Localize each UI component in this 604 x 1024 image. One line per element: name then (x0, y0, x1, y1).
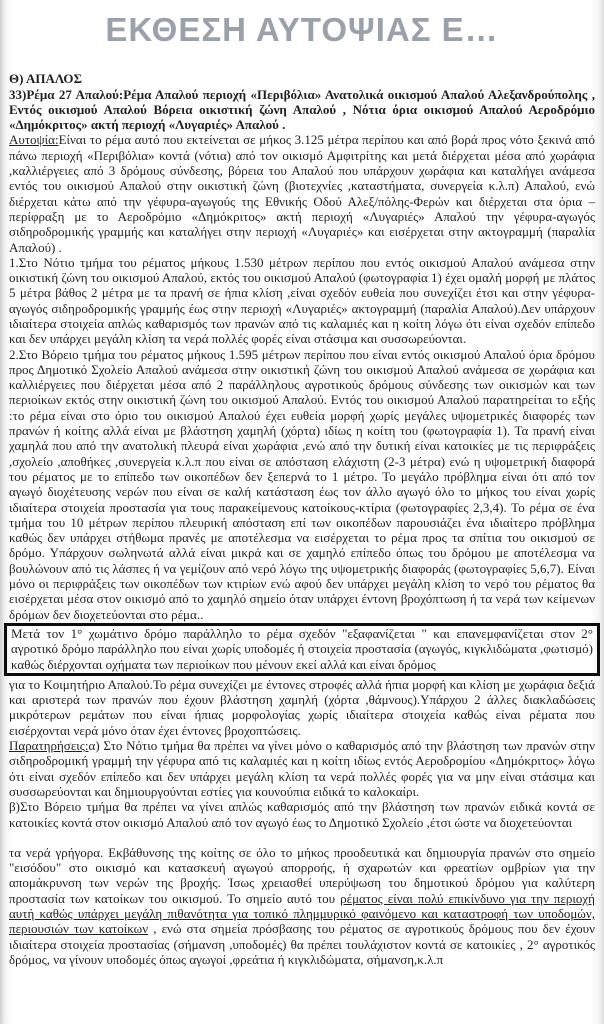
south-section-paragraph: 1.Στο Νότιο τμήμα του ρέματος μήκους 1.530 μέτρων περίπου που εντός οικισμού Απαλού ανάμεσα στην οικιστική ζώνη του οικισμού Απαλού, εκτός του οικισμού Απαλού (φωτογραφία 1) έχει ομαλή μορφή με πλάτος 5 μέτρα βάθος 2 μέτρα με τα πρανή σε ήπια κλίση ,είναι σχεδόν ευθεία που συνεχίζει έτσι και στην γέφυρα-αγωγός σιδηροδρομικής γραμμής έως στην περιοχή «Λυγαριές» ακτογραμμή (παραλία Απαλού).Δεν υπάρχουν ιδιαίτερα στοιχεία απλώς καθαρισμός των πρανών από τις καλαμιές και η κοίτη λόγω ότι είναι σχεδόν επίπεδο και δεν υπάρχει μεγάλη κλίση τα νερά πολλές φορές είναι στάσιμα και συσσωρεύονται. (9, 254, 595, 347)
boxed-note: Μετά τον 1° χωμάτινο δρόμο παράλληλο το ρέμα σχεδόν "εξαφανίζεται " και επανεμφανίζεται στον 2° αγροτικό δρόμο παράλληλο που είναι χωρίς υποδομές ή στοιχεία προστασία (αγωγός, κιγκλιδώματα ,φωτισμό) καθώς διέρχονται οχήματα των περιοίκων που μένουν εκεί αλλά και είναι δρόμος (4, 623, 600, 676)
autopsia-label: Αυτοψία: (9, 132, 59, 148)
observations-label: Παρατηρήσεις: (9, 738, 89, 754)
north-section-paragraph: 2.Στο Βόρειο τμήμα του ρέματος μήκους 1.595 μέτρων περίπου που είναι εντός οικισμού Απαλού όρια δρόμου προς Δημοτικό Σχολείο Απαλού ανάμεσα στην οικιστική ζώνη του οικισμού Απαλού ανάμεσα σε χωράφια και καλλιέργειες που διέρχεται μέσα από 2 παράλληλους αγροτικούς δρόμους σύνδεσης των οικισμών και των περιοίκων εκτός στην οικιστική ζώνη του οικισμού Απαλού. Εντός του οικισμού Απαλού παρατηρείται το εξής :το ρέμα είναι στο όριο του οικισμού Απαλού έχει ευθεία μορφή χωρίς μεγάλες υψομετρικές διαφορές των πρανών ή κοίτης αλλά είναι με βλάστηση χαμηλή (χόρτα) ιδίως η κοίτη του (φωτογραφία 1). Τα πρανή είναι χαμηλά που από την ανατολική πλευρά είναι χωράφια ,ενώ από την δυτική είναι κατοικίες με τις περιφράξεις ,σχολείο ,αποθήκες ,συνεργεία κ.λ.π που είναι σε απόσταση ελάχιστη (2-3 μέτρα) ενώ η υψομετρική διαφορά του ρέματος με το επίπεδο των οικοπέδων δεν ξεπερνά το 1 μέτρο. Το μεγάλο πρόβλημα είναι ότι από τον αγωγό διοχέτευσης νερών που είναι σε καλή κατάσταση έως τον άλλο αγωγό όλο το μήκος του είναι χωρίς ιδιαίτερα στοιχεία προστασία για τους παρακείμενους κατοίκους-κτίρια (φωτογραφίες 2,3,4). Το ρέμα σε ένα τμήμα του 10 μέτρων περίπου πλευρική απόσταση επί των οικοπέδων παρουσιάζει ένα ιδιαίτερο πρόβλημα καθώς δεν υπάρχει στήθωμα πρανές με αποτέλεσμα να εισέρχεται το ρέμα προς τα σπίτια του οικισμού σε δρόμο. Υπάρχουν σωληνωτά αλλά είναι μικρά και σε χαμηλό επίπεδο όπως του δρόμου με αποτέλεσμα να βουλώνουν από τις λάσπες ή να γεμίζουν από νερό λόγω της υψομετρικής διαφοράς (φωτογραφίες 5,6,7). Είναι μόνο οι περιφράξεις των οικοπέδων των κτιρίων ενώ αφού δεν υπάρχει μεγάλη κλίση το νερό του ρέματος θα εισέρχεται μέσα στον οικισμό από το χαμηλό σημείο όταν υπάρχει έντονη βροχόπτωση ή τα νερά των κείμενων δρόμων δεν διοχετεύονται στο ρέμα.. (9, 346, 595, 622)
section-heading: Θ) ΑΠΑΛΟΣ (9, 71, 83, 87)
paragraph-33-rema-27: 33)Ρέμα 27 Απαλού:Ρέμα Απαλού περιοχή «Περιβόλια» Ανατολικά οικισμού Απαλού Αλεξανδρούπολης , Εντός οικισμού Απαλού Βόρεια οικιστική ζώνη Απαλού , Νότια όρια οικισμού Απαλού Αεροδρόμιο «Δημόκριτος» ακτή περιοχή «Λυγαριές» Απαλού . (9, 86, 595, 133)
observations-item-a: α) Στο Νότιο τμήμα θα πρέπει να γίνει μόνο ο καθαρισμός από την βλάστηση των πρανών στην σιδηροδρομική γραμμή την γέφυρα από τις καλαμιές και η κοίτη ιδίως εντός Αεροδρομίου «Δημόκριτος» λόγω ότι είναι σχεδόν επίπεδο και δεν υπάρχει μεγάλη κλίση τα νερά πολλές φορές για να μην είναι στάσιμα και συσσωρεύονται και δημιουργούνται εστίες για κουνούπια ειδικά το καλοκαίρι. (9, 738, 595, 799)
continuation-paragraph: για το Κοιμητήριο Απαλού.Το ρέμα συνεχίζει με έντονες στροφές αλλά ήπια μορφή και κλίση με χωράφια δεξιά και αριστερά των πρανών που έχουν βλάστηση χαμηλή (χόρτα ,θάμνους).Υπάρχου 2 άλλες διακλαδώσεις μικρότερων ρεμάτων που είναι ήπιας μορφολογίας χωρίς ιδιαίτερα στοιχεία καθώς είναι ρέματα που εισέρχονται νερά μόνο όταν έχει έντονες βροχοπτώσεις. (9, 676, 595, 738)
final-paragraph (9, 845, 595, 967)
danger-warning-underlined-text: ρέματος είναι πολύ επικίνδυνο για την περιοχή αυτή καθώς υπάρχει μεγάλη πιθανότητα για τοπικό πλημμυρικό φαινόμενο και καταστροφή των υποδομών, περιουσιών των κατοίκων (9, 890, 595, 937)
final-text-after: , ενώ στα σημεία πρόσβασης του ρέματος σε αγροτικούς δρόμους που δεν έχουν ιδιαίτερα στοιχεία προστασίας (σήμανση ,υποδομές) θα πρέπει τουλάχιστον κοντά σε κατοικίες , 2° αγροτικός δρόμος, να γίνουν υποδομές όπως αγωγοί ,φρεάτια ή κιγκλιδώματα, σήμανση,κ.λ.π (9, 921, 595, 967)
autopsia-paragraph (9, 132, 595, 254)
observations-item-b-paragraph: β)Στο Βόρειο τμήμα θα πρέπει να γίνει απλώς καθαρισμός από την βλάστηση των πρανών ειδικά κοντά σε κατοικίες κοντά στον οικισμό Απαλού από τον αγωγό έως το Δημοτικό Σχολείο ,έτσι ώστε να διοχετεύονται (9, 799, 595, 830)
autopsia-text: Είναι το ρέμα αυτό που εκτείνεται σε μήκος 3.125 μέτρα περίπου και από βορά προς νότο ξεκινά από πάνω περιοχή «Περιβόλια» κοντά (νότια) από τον οικισμό Αμφιτρίτης και μετά διέρχεται μέσα από χωράφια ,καλλιέργειες από 3 δρόμους σύνδεσης, βόρεια του Απαλού που υπάρχουν χωράφια και καταλήγει ανάμεσα εντός του οικισμού Απαλού στην οικιστική ζώνη (βιοτεχνίες ,καταστήματα, συνεργεία κ.λ.π) Απαλού, ενώ διέρχεται κάτω από την γέφυρα-αγωγούς της Εθνικής Οδού Αλεξ/πόλης-Φερών και διέρχεται στα όρια –περίφραξη με το Αεροδρόμιο «Δημόκριτος» ακτή περιοχή «Λυγαριές» Απαλού την γέφυρα-αγωγός σιδηροδρομικής γραμμής και καταλήγει στην περιοχή «Λυγαριές» και εισέρχεται στην ακτογραμμή (παραλία Απαλού) . (9, 132, 595, 255)
document-body (0, 50, 604, 967)
observations-paragraph (9, 738, 595, 799)
page-title: ΕΚΘΕΣΗ ΑΥΤΟΨΙΑΣ Ε… (105, 11, 499, 48)
final-text-before: τα νερά γρήγορα. Εκβάθυνσης της κοίτης σε όλο το μήκος προοδευτικά και δημιουργία πρανών στο σημείο "εισόδου" στο οικισμό και κατασκευή αγωγού απορροής, ή σχαρωτών και φρεατίων ομβρίων για την απομάκρυνση των νερών της βροχής. Ίσως χρειασθεί υπερύψωση του δημοτικού δρόμου για καλύτερη προστασία των κατοίκων του οικισμού. Το σημείο αυτό του (9, 844, 595, 906)
